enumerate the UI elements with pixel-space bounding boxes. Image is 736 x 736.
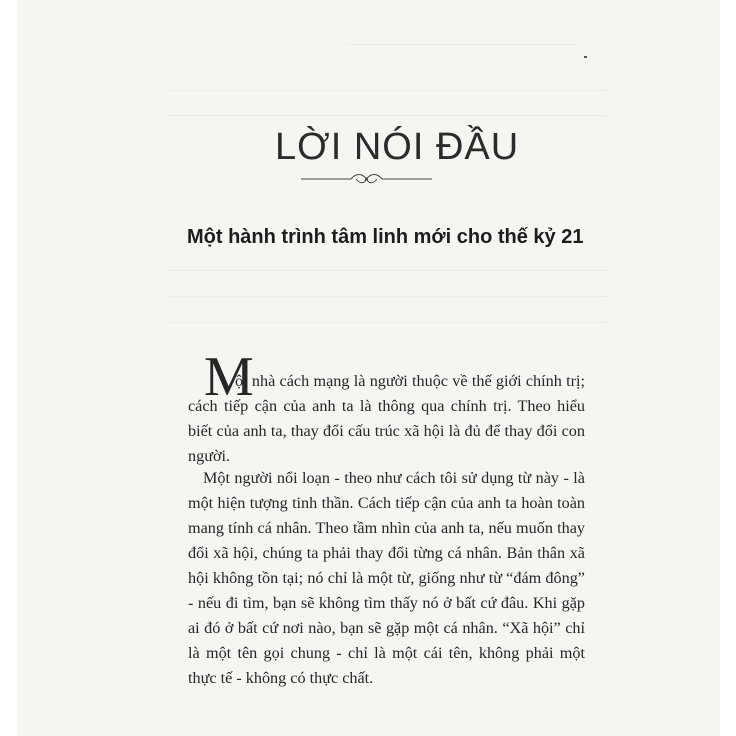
chapter-subtitle: Một hành trình tâm linh mới cho thế kỷ 21 bbox=[187, 226, 584, 248]
show-through-line bbox=[167, 296, 607, 297]
show-through-line bbox=[167, 322, 607, 323]
show-through-line bbox=[167, 115, 607, 116]
print-mark bbox=[584, 56, 587, 58]
drop-cap: M bbox=[204, 346, 254, 408]
paragraph-2: Một người nổi loạn - theo như cách tôi sử dụng từ này - là một hiện tượng tinh thần. Cách tiếp cận của anh ta hoàn toàn mang tính cá nhân. Theo tầm nhìn của anh ta, nếu muốn thay đổi xã hội, chúng ta phải thay đổi từng cá nhân. Bản thân xã hội không tồn tại; nó chỉ là một từ, giống như từ “đám đông” - nếu đi tìm, bạn sẽ không tìm thấy nó ở bất cứ đâu. Khi gặp ai đó ở bất cứ nơi nào, bạn sẽ gặp một cá nhân. “Xã hội” chỉ là một tên gọi chung - chỉ là một cái tên, không phải một thực tế - không có thực chất. bbox=[188, 469, 585, 687]
show-through-line bbox=[347, 44, 577, 45]
chapter-title: LỜI NÓI ĐẦU bbox=[275, 126, 520, 168]
show-through-line bbox=[167, 270, 607, 271]
show-through-line bbox=[167, 90, 607, 91]
book-page bbox=[17, 0, 720, 736]
ornament-divider-icon bbox=[299, 170, 434, 186]
paragraph-1: ột nhà cách mạng là người thuộc về thế giới chính trị; cách tiếp cận của anh ta là thông qua chính trị. Theo hiểu biết của anh ta, thay đổi cấu trúc xã hội là đủ để thay đổi con người. bbox=[188, 372, 585, 465]
